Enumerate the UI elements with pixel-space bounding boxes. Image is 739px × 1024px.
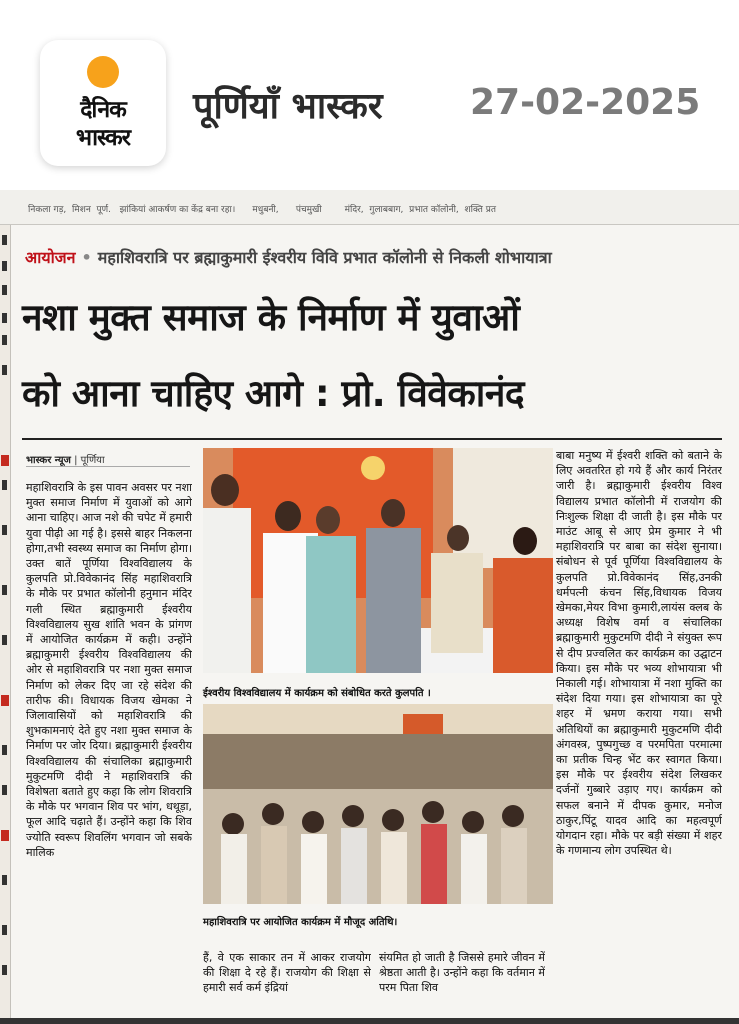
article-column-1 bbox=[26, 480, 192, 1000]
byline: भास्कर न्यूज | पूर्णिया bbox=[26, 455, 105, 466]
newspaper-clipping bbox=[0, 190, 739, 1024]
sun-icon bbox=[87, 56, 119, 88]
photo-1-illustration bbox=[203, 448, 553, 673]
next-article-cutoff bbox=[0, 1018, 739, 1024]
column-3-text: संयमित हो जाती है जिससे हमारे जीवन में श्रेष्ठता आती है। उन्होंने कहा कि वर्तमान में परम पिता शिव bbox=[379, 951, 545, 995]
column-1-text: महाशिवरात्रि के इस पावन अवसर पर नशा मुक्त समाज निर्माण में युवाओं को आगे आना चाहिए। आज नशे की चपेट में हमारी युवा पीढ़ी आ गई है। इससे बाहर निकलना होगा,तभी स्वस्थ्य समाज का निर्माण होगा। उक्त बातें पूर्णिया विश्वविद्यालय के कुलपति प्रो.विवेकानंद सिंह महाशिवरात्रि के मौके पर प्रभात कॉलोनी हनुमान मंदिर गली स्थित ब्रह्माकुमारी ईश्वरीय विश्वविद्यालय सुख शांति भवन के प्रांगण में आयोजित कार्यक्रम में कही। उन्होंने ब्रह्माकुमारी ईश्वरीय विश्वविद्यालय की ओर से महाशिवरात्रि पर नशा मुक्त समाज निर्माण को लेकर दिए जा रहे संदेश की तारीफ की। विधायक विजय खेमका ने जिलावासियों को महाशिवरात्रि की शुभकामनाएं देते हुए नशा मुक्त समाज के निर्माण पर जोर दिया। ब्रह्माकुमारी ईश्वरीय विश्वविद्यालय की संचालिका ब्रह्माकुमारी मुकुटमणि दीदी ने महाशिवरात्रि की विशेषता बताते हुए कहा कि लोग शिवरात्रि के मौके पर भगवान शिव पर भांग, धथूड़ा, फूल आदि चढ़ाते हैं। उन्होंने कहा कि शिव ज्योति स्वरूप शिवलिंग भगवान जो सबके मालिक bbox=[26, 481, 192, 859]
headline-divider bbox=[22, 438, 722, 440]
column-2-text: हैं, वे एक साकार तन में आकर राजयोग की शिक्षा दे रहे हैं। राजयोग की शिक्षा से हमारी सर्व कर्म इंद्रियां bbox=[203, 951, 371, 995]
headline-line-1: नशा मुक्त समाज के निर्माण में युवाओं bbox=[22, 296, 520, 339]
article-column-4 bbox=[556, 448, 722, 1008]
article-column-2 bbox=[203, 950, 371, 1020]
photo-2-illustration bbox=[203, 704, 553, 904]
kicker-text: महाशिवरात्रि पर ब्रह्माकुमारी ईश्वरीय विवि प्रभात कॉलोनी से निकली शोभायात्रा bbox=[97, 248, 552, 267]
photo-1-caption: ईश्वरीय विश्वविद्यालय में कार्यक्रम को संबोधित करते कुलपति । bbox=[203, 688, 431, 699]
edition-date: 27-02-2025 bbox=[470, 82, 701, 123]
byline-place: पूर्णिया bbox=[80, 455, 105, 466]
headline-line-2: को आना चाहिए आगे : प्रो. विवेकानंद bbox=[22, 372, 525, 415]
dainik-bhaskar-logo[interactable] bbox=[40, 40, 166, 166]
photo-event-audience bbox=[203, 704, 553, 904]
article-column-3 bbox=[379, 950, 545, 1020]
logo-text-line1: दैनिक bbox=[80, 97, 126, 123]
photo-2-caption: महाशिवरात्रि पर आयोजित कार्यक्रम में मौजूद अतिथि। bbox=[203, 917, 398, 928]
kicker-tag: आयोजन bbox=[25, 248, 76, 267]
byline-source: भास्कर न्यूज bbox=[26, 455, 71, 466]
article-kicker: आयोजन • महाशिवरात्रि पर ब्रह्माकुमारी ईश्वरीय विवि प्रभात कॉलोनी से निकली शोभायात्रा bbox=[25, 248, 552, 267]
logo-text-line2: भास्कर bbox=[75, 125, 131, 151]
byline-rule bbox=[26, 466, 190, 467]
edition-title: पूर्णियाँ भास्कर bbox=[193, 86, 383, 127]
adjacent-column-edge bbox=[0, 225, 11, 1024]
photo-vice-chancellor-speaking bbox=[203, 448, 553, 673]
column-4-text: बाबा मनुष्य में ईश्वरी शक्ति को बताने के लिए अवतरित हो गये हैं और कार्य निरंतर जारी है। ब्रह्माकुमारी ईश्वरीय विश्व विद्यालय प्रभात कॉलोनी में राजयोग की निःशुल्क शिक्षा दी जाती है। इस मौके पर माउंट आबू से आए प्रेम कुमार ने भी महाशिवरात्रि पर बाबा का संदेश सुनाया। संबोधन से पूर्व पूर्णिया विश्वविद्यालय के कुलपति प्रो.विवेकानंद सिंह,उनकी धर्मपत्नी कंचन सिंह,विधायक विजय खेमका,मेयर विभा कुमारी,लायंस क्लब के अध्यक्ष विशेष वर्मा व संचालिका ब्रह्माकुमारी मुकुटमणि दीदी ने संयुक्त रूप से दीप प्रज्वलित कर कार्यक्रम का उद्घाटन किया। इस मौके पर भव्य शोभायात्रा भी निकाली गई। शोभायात्रा में नशा मुक्ति का संदेश दिया गया। इस शोभायात्रा का पूरे शहर में भ्रमण कराया गया। सभी अतिथियों का ब्रह्माकुमारी मुकुटमणि दीदी अंगवस्त्र, पुष्पगुच्छ व परमपिता परमात्मा का प्रतीक चिन्ह भेंट कर स्वागत किया। इस मौके पर ईश्वरीय संदेश लिखकर दर्जनों गुब्बारे उड़ाए गए। कार्यक्रम को सफल बनाने में दीपक कुमार, मनोज ठाकुर,पिंटू यादव आदि का महत्वपूर्ण योगदान रहा। मौके पर बड़ी संख्या में शहर के गणमान्य लोग उपस्थित थे। bbox=[556, 449, 722, 858]
app-header bbox=[0, 0, 739, 190]
previous-article-cutoff: निकला गड़, मिशन पूर्ण. झांकियां आकर्षण का केंद्र बना रहा। मधुबनी, पंचमुखी मंदिर, गुलाबबाग, प्रभात कॉलोनी, शक्ति प्रत bbox=[0, 190, 739, 225]
